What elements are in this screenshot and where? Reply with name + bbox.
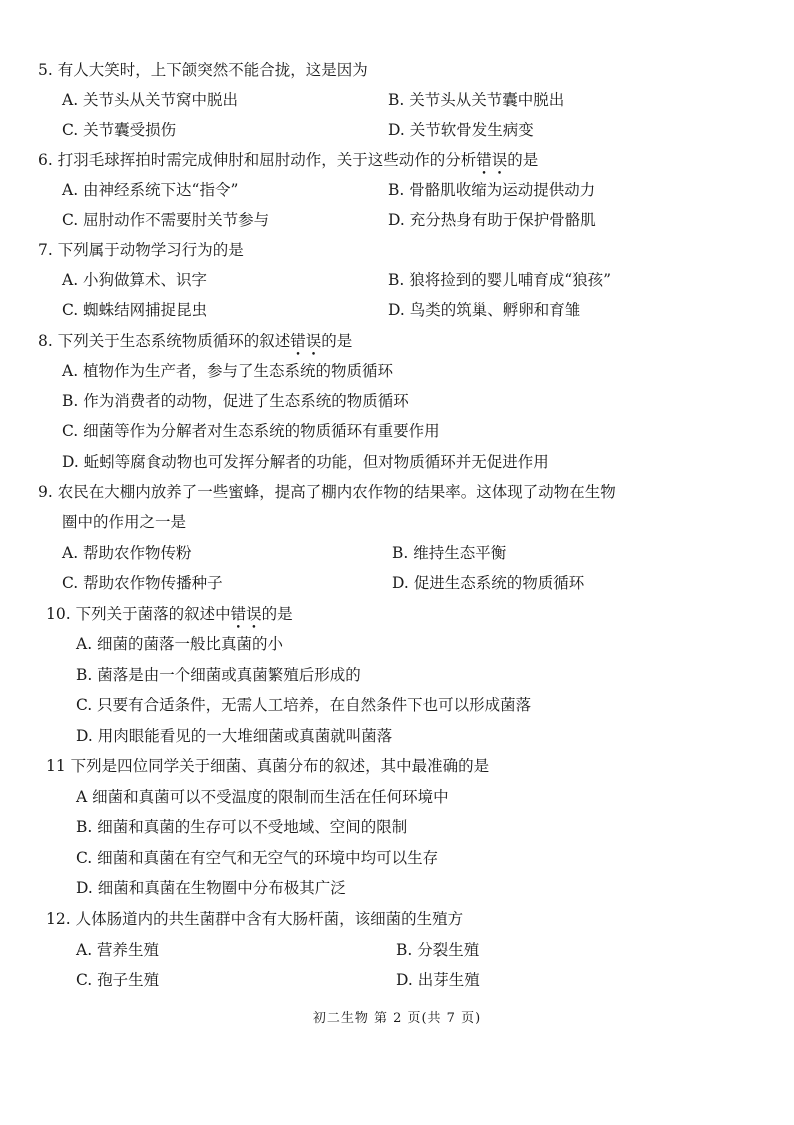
question-8-option-d: D. 蚯蚓等腐食动物也可发挥分解者的功能，但对物质循环并无促进作用 [62,453,549,471]
question-8-option-a: A. 植物作为生产者，参与了生态系统的物质循环 [62,362,394,380]
question-10-option-a: A. 细菌的菌落一般比真菌的小 [76,635,284,653]
question-6-option-b: B. 骨骼肌收缩为运动提供动力 [388,181,596,199]
question-10-stem-end: 的是 [261,605,293,623]
question-7-stem: 7. 下列属于动物学习行为的是 [38,241,244,259]
emphasis-char: 误 [305,332,322,350]
emphasis-char: 错 [230,605,247,623]
question-10-option-c: C. 只要有合适条件，无需人工培养，在自然条件下也可以形成菌落 [76,696,532,714]
question-12-option-c: C. 孢子生殖 [76,971,160,989]
question-6-stem-end: 的是 [507,151,539,169]
question-9-stem-line2: 圈中的作用之一是 [62,513,187,531]
question-10-option-b: B. 菌落是由一个细菌或真菌繁殖后形成的 [76,666,361,684]
question-6-option-d: D. 充分热身有助于保护骨骼肌 [388,211,596,229]
question-9-option-c: C. 帮助农作物传播种子 [62,574,223,592]
question-5-option-b: B. 关节头从关节囊中脱出 [388,91,565,109]
question-6-option-c: C. 屈肘动作不需要肘关节参与 [62,211,270,229]
question-8-option-b: B. 作为消费者的动物，促进了生态系统的物质循环 [62,392,409,410]
question-6-stem-text: 6. 打羽毛球挥拍时需完成伸肘和屈肘动作，关于这些动作的分析 [38,151,477,169]
question-5-stem: 5. 有人大笑时，上下颌突然不能合拢，这是因为 [38,61,368,79]
question-11-option-b: B. 细菌和真菌的生存可以不受地域、空间的限制 [76,818,408,836]
question-11-option-a: A 细菌和真菌可以不受温度的限制而生活在任何环境中 [76,788,449,806]
question-10-stem-text: 10. 下列关于菌落的叙述中 [46,605,231,623]
question-6-stem [38,150,538,170]
question-7-option-c: C. 蜘蛛结网捕捉昆虫 [62,301,208,319]
question-6-option-a: A. 由神经系统下达“指令” [62,181,239,199]
question-9-stem-line1: 9. 农民在大棚内放养了一些蜜蜂，提高了棚内农作物的结果率。这体现了动物在生物 [38,483,616,501]
question-7-option-d: D. 鸟类的筑巢、孵卵和育雏 [388,301,581,319]
question-7-option-b: B. 狼将捡到的婴儿哺育成“狼孩” [388,271,612,289]
question-9-option-d: D. 促进生态系统的物质循环 [392,574,585,592]
emphasis-char: 误 [246,605,262,623]
question-11-option-c: C. 细菌和真菌在有空气和无空气的环境中均可以生存 [76,849,439,867]
question-9-option-b: B. 维持生态平衡 [392,544,507,562]
question-8-option-c: C. 细菌等作为分解者对生态系统的物质循环有重要作用 [62,422,440,440]
question-5-option-d: D. 关节软骨发生病变 [388,121,534,139]
page-footer: 初二生物 第 2 页(共 7 页) [312,1011,482,1026]
question-5-option-a: A. 关节头从关节窝中脱出 [62,91,239,109]
emphasis-char: 误 [491,151,508,169]
question-10-option-d: D. 用肉眼能看见的一大堆细菌或真菌就叫菌落 [76,727,393,745]
question-8-stem-text: 8. 下列关于生态系统物质循环的叙述 [38,332,291,350]
question-10-stem [46,604,293,624]
question-12-stem: 12. 人体肠道内的共生菌群中含有大肠杆菌，该细菌的生殖方 [46,910,464,928]
question-8-stem-end: 的是 [321,332,353,350]
question-11-stem: 11 下列是四位同学关于细菌、真菌分布的叙述，其中最准确的是 [46,757,490,775]
question-9-option-a: A. 帮助农作物传粉 [62,544,192,562]
question-11-option-d: D. 细菌和真菌在生物圈中分布极其广泛 [76,879,346,897]
question-5-option-c: C. 关节囊受损伤 [62,121,177,139]
question-12-option-a: A. 营养生殖 [76,941,160,959]
question-12-option-d: D. 出芽生殖 [396,971,480,989]
emphasis-char: 错 [290,332,306,350]
emphasis-char: 错 [476,151,492,169]
question-7-option-a: A. 小狗做算术、识字 [62,271,208,289]
question-8-stem [38,331,352,351]
question-12-option-b: B. 分裂生殖 [396,941,480,959]
